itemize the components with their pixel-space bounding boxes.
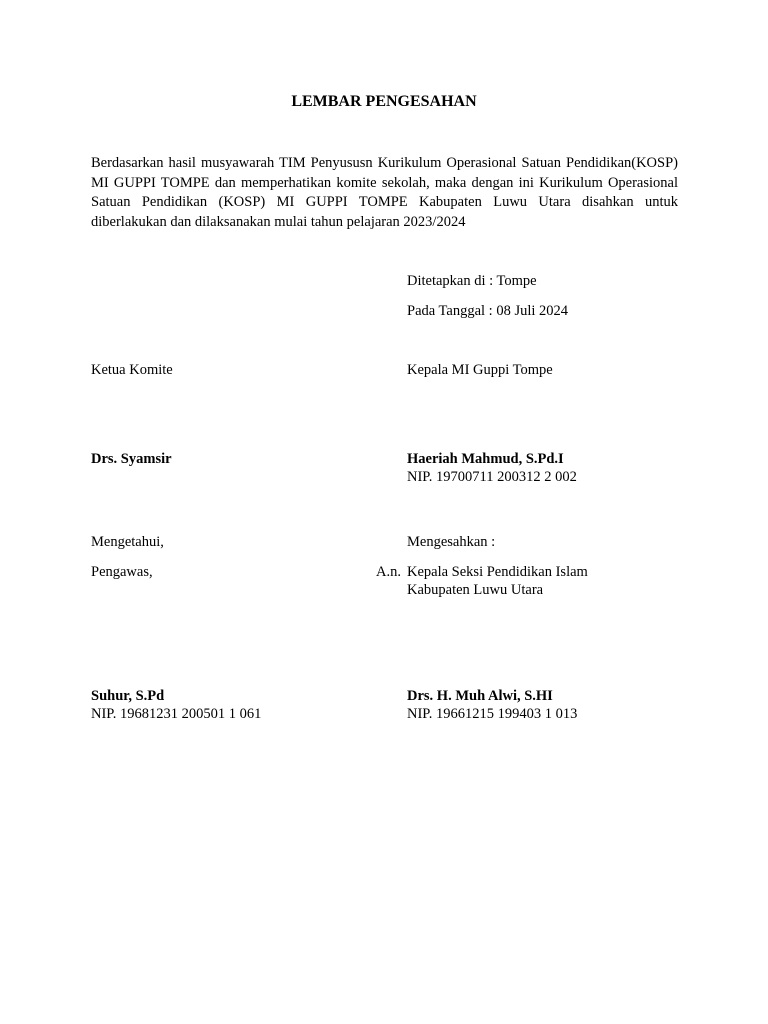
section-head-name: Drs. H. Muh Alwi, S.HI xyxy=(407,688,553,704)
section-head-nip: NIP. 19661215 199403 1 013 xyxy=(407,706,578,722)
an-label: A.n. xyxy=(376,564,401,580)
supervisor-nip: NIP. 19681231 200501 1 061 xyxy=(91,706,262,722)
date-line: Pada Tanggal : 08 Juli 2024 xyxy=(407,303,569,319)
supervisor-name: Suhur, S.Pd xyxy=(91,688,165,704)
acknowledge-label: Mengetahui, xyxy=(91,534,164,550)
head-role: Kepala MI Guppi Tompe xyxy=(407,362,553,378)
committee-name: Drs. Syamsir xyxy=(91,451,172,467)
committee-role: Ketua Komite xyxy=(91,362,173,378)
page-title: LEMBAR PENGESAHAN xyxy=(291,93,477,110)
approve-label: Mengesahkan : xyxy=(407,534,496,550)
section-head-role-line1: Kepala Seksi Pendidikan Islam xyxy=(407,564,588,580)
place-line: Ditetapkan di : Tompe xyxy=(407,273,537,289)
legalization-paragraph: Berdasarkan hasil musyawarah TIM Penyususn Kurikulum Operasional Satuan Pendidikan(KOSP) MI GUPPI TOMPE dan memperhatikan komite sekolah, maka dengan ini Kurikulum Operasional Satuan Pendidikan (KOSP) MI GUPPI TOMPE Kabupaten Luwu Utara disahkan untuk diberlakukan dan dilaksanakan mulai tahun pelajaran 2023/2024 xyxy=(91,155,678,230)
head-nip: NIP. 19700711 200312 2 002 xyxy=(407,469,577,485)
supervisor-role: Pengawas, xyxy=(91,564,153,580)
section-head-role-line2: Kabupaten Luwu Utara xyxy=(407,582,544,598)
head-name: Haeriah Mahmud, S.Pd.I xyxy=(407,451,564,467)
